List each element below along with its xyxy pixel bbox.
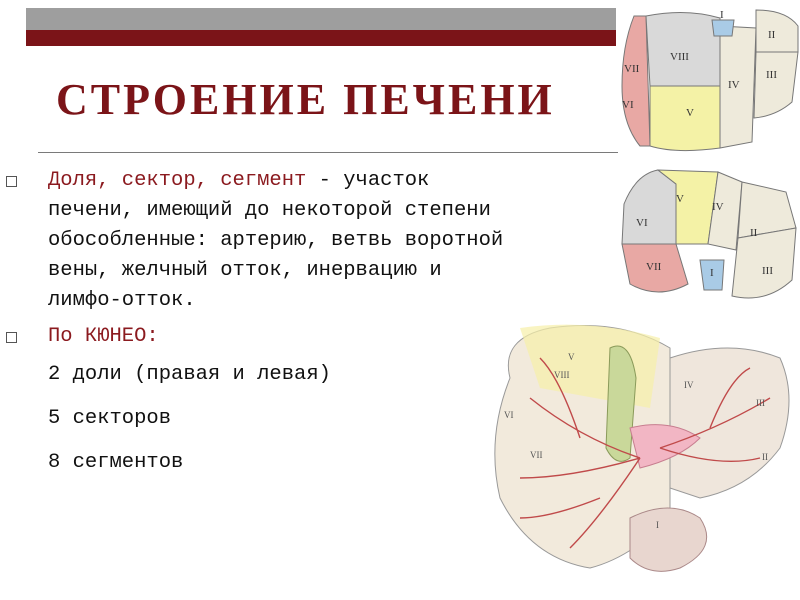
- term-highlight: Доля, сектор, сегмент: [48, 169, 307, 192]
- liver-vessels-illustration: [480, 318, 800, 600]
- bullet-item-cuneo: [0, 322, 520, 352]
- label-iii: III: [756, 398, 765, 408]
- segment-vii-region: [622, 16, 650, 146]
- bullet-item-definition: [0, 166, 520, 316]
- liver-segments-middle-figure: [618, 164, 800, 312]
- label-vi: VI: [622, 99, 634, 111]
- label-iii: III: [766, 69, 777, 81]
- segment-viii-region: [646, 12, 720, 86]
- label-viii: VIII: [670, 51, 689, 63]
- label-ii: II: [762, 452, 768, 462]
- term-definition: - участок печени, имеющий до некоторой степени обособленные: артерию, ветвь воротной вены, желчный отток, инервацию и лимфо-отток.: [48, 169, 504, 312]
- label-iv: IV: [712, 201, 724, 213]
- title-divider: [38, 152, 618, 153]
- label-iv: IV: [684, 380, 694, 390]
- classification-heading: По КЮНЕО:: [48, 325, 159, 348]
- segment-v-region: [650, 86, 720, 151]
- label-i: I: [656, 520, 659, 530]
- label-i: I: [720, 9, 724, 21]
- label-v: V: [568, 352, 575, 362]
- label-vii: VII: [530, 450, 543, 460]
- segment-i-region: [712, 20, 734, 36]
- segment-iii-region: [732, 228, 796, 298]
- sub-item-lobes: 2 доли (правая и левая): [48, 363, 331, 386]
- square-bullet-icon: [6, 176, 17, 187]
- gallbladder-shape: [606, 346, 636, 461]
- page-title: СТРОЕНИЕ ПЕЧЕНИ: [56, 75, 555, 124]
- header-bar-red: [26, 30, 616, 46]
- intestine-loop-shape: [630, 508, 707, 571]
- label-v: V: [676, 193, 684, 205]
- segment-vi-region: [622, 170, 676, 244]
- label-v: V: [686, 107, 694, 119]
- liver-segments-top-figure: [616, 6, 800, 156]
- slide-body: [0, 166, 520, 492]
- sub-item-segments: 8 сегментов: [48, 451, 184, 474]
- label-i: I: [710, 267, 714, 279]
- label-ii: II: [750, 227, 758, 239]
- label-iv: IV: [728, 79, 740, 91]
- segment-ii-region: [756, 10, 798, 52]
- sub-item-sectors: 5 секторов: [48, 407, 172, 430]
- header-bar-grey: [26, 8, 616, 30]
- label-ii: II: [768, 29, 776, 41]
- left-lobe-outline: [670, 348, 789, 498]
- label-viii: VIII: [554, 370, 570, 380]
- segment-iii-region: [754, 52, 798, 118]
- label-vii: VII: [646, 261, 662, 273]
- square-bullet-icon: [6, 332, 17, 343]
- label-vii: VII: [624, 63, 640, 75]
- label-iii: III: [762, 265, 773, 277]
- label-vi: VI: [504, 410, 514, 420]
- label-vi: VI: [636, 217, 648, 229]
